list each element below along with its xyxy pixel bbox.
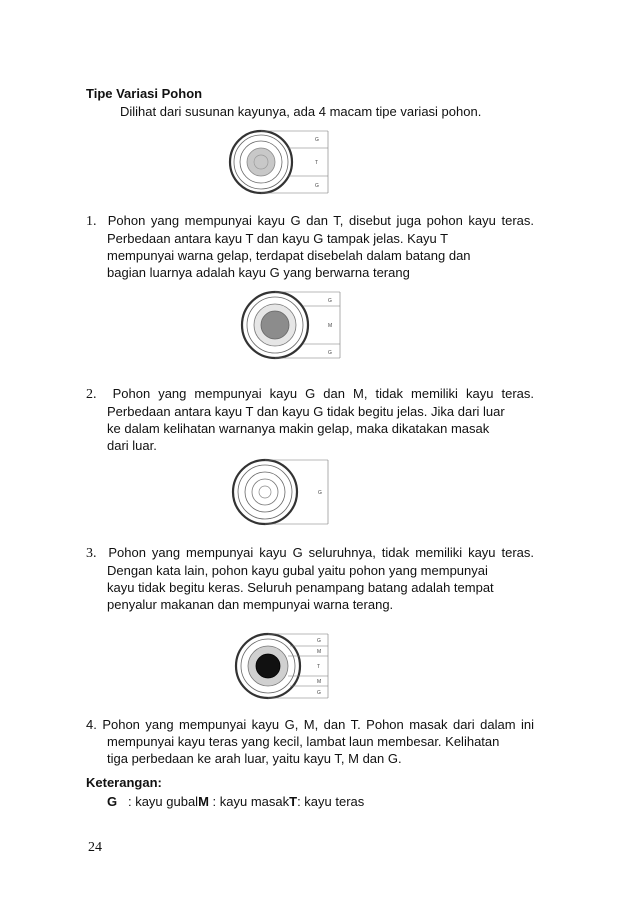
item-3-line-4: penyalur makanan dan mempunyai warna terang. [107,597,394,612]
label-g-bottom: G [315,183,319,189]
tree-type-3-diagram [228,456,334,530]
item-4-line-2: mempunyai kayu teras yang kecil, lambat laun membesar. Kelihatan [107,734,500,749]
legend-line [107,793,364,810]
item-2 [86,385,534,454]
legend-g-desc: : kayu gubal [127,794,199,809]
label-t: T [317,664,321,670]
label-g-top: G [328,298,332,304]
item-2-number: 2. [86,387,97,402]
item-1-first-line: Pohon yang mempunyai kayu G dan T, disebut juga pohon kayu teras. [107,213,534,228]
item-4-number: 4. [86,717,97,732]
item-2-line-2: Perbedaan antara kayu T dan kayu G tidak begitu jelas. Jika dari luar [107,404,505,419]
item-1-number: 1. [86,214,97,229]
item-3-number: 3. [86,546,97,561]
legend-title: Keterangan: [86,775,162,790]
legend-g-key: G [107,794,118,809]
cross-section-rings [242,292,308,358]
page-number: 24 [88,840,102,855]
section-title: Tipe Variasi Pohon [86,86,203,101]
label-g-top: G [317,638,321,644]
item-4-line-3: tiga perbedaan ke arah luar, yaitu kayu T, M dan G. [107,751,402,766]
label-m-bottom: M [317,679,322,685]
item-1 [86,212,534,281]
tree-type-4-diagram [228,628,334,704]
item-3 [86,544,534,613]
item-2-first-line: Pohon yang mempunyai kayu G dan M, tidak memiliki kayu teras. [112,386,534,401]
legend-t-desc: : kayu teras [297,794,365,809]
label-g: G [318,490,322,496]
item-1-line-2: Perbedaan antara kayu T dan kayu G tampak jelas. Kayu T [107,231,449,246]
label-g-bottom: G [317,690,321,696]
label-t: T [315,160,319,166]
legend-m-key: M [198,794,209,809]
intro-text: Dilihat dari susunan kayunya, ada 4 macam tipe variasi pohon. [120,104,482,119]
tree-type-1-diagram [228,128,334,198]
item-2-line-3: ke dalam kelihatan warnanya makin gelap, maka dikatakan masak [107,421,490,436]
item-3-line-3: kayu tidak begitu keras. Seluruh penampang batang adalah tempat [107,580,494,595]
item-3-line-2: Dengan kata lain, pohon kayu gubal yaitu pohon yang mempunyai [107,563,488,578]
heartwood-core [247,148,275,176]
label-g-top: G [315,137,319,143]
legend-m-desc: : kayu masak [208,794,290,809]
legend-t-key: T [289,794,298,809]
item-1-line-4: bagian luarnya adalah kayu G yang berwarna terang [107,265,410,280]
label-m: M [328,323,333,329]
item-4-first-line: Pohon yang mempunyai kayu G, M, dan T. Pohon masak dari dalam ini [102,717,534,732]
cross-section-rings [236,634,300,698]
cross-section-rings [230,131,292,193]
tree-type-2-diagram [240,288,346,364]
item-1-line-3: mempunyai warna gelap, terdapat disebelah dalam batang dan [107,248,471,263]
label-m-top: M [317,649,322,655]
label-g-bottom: G [328,350,332,356]
mature-wood-core [261,311,289,339]
item-3-first-line: Pohon yang mempunyai kayu G seluruhnya, tidak memiliki kayu teras. [108,545,534,560]
cross-section-rings [233,460,297,524]
item-2-line-4: dari luar. [107,438,157,453]
item-4 [86,716,534,767]
heartwood-core [256,654,280,678]
